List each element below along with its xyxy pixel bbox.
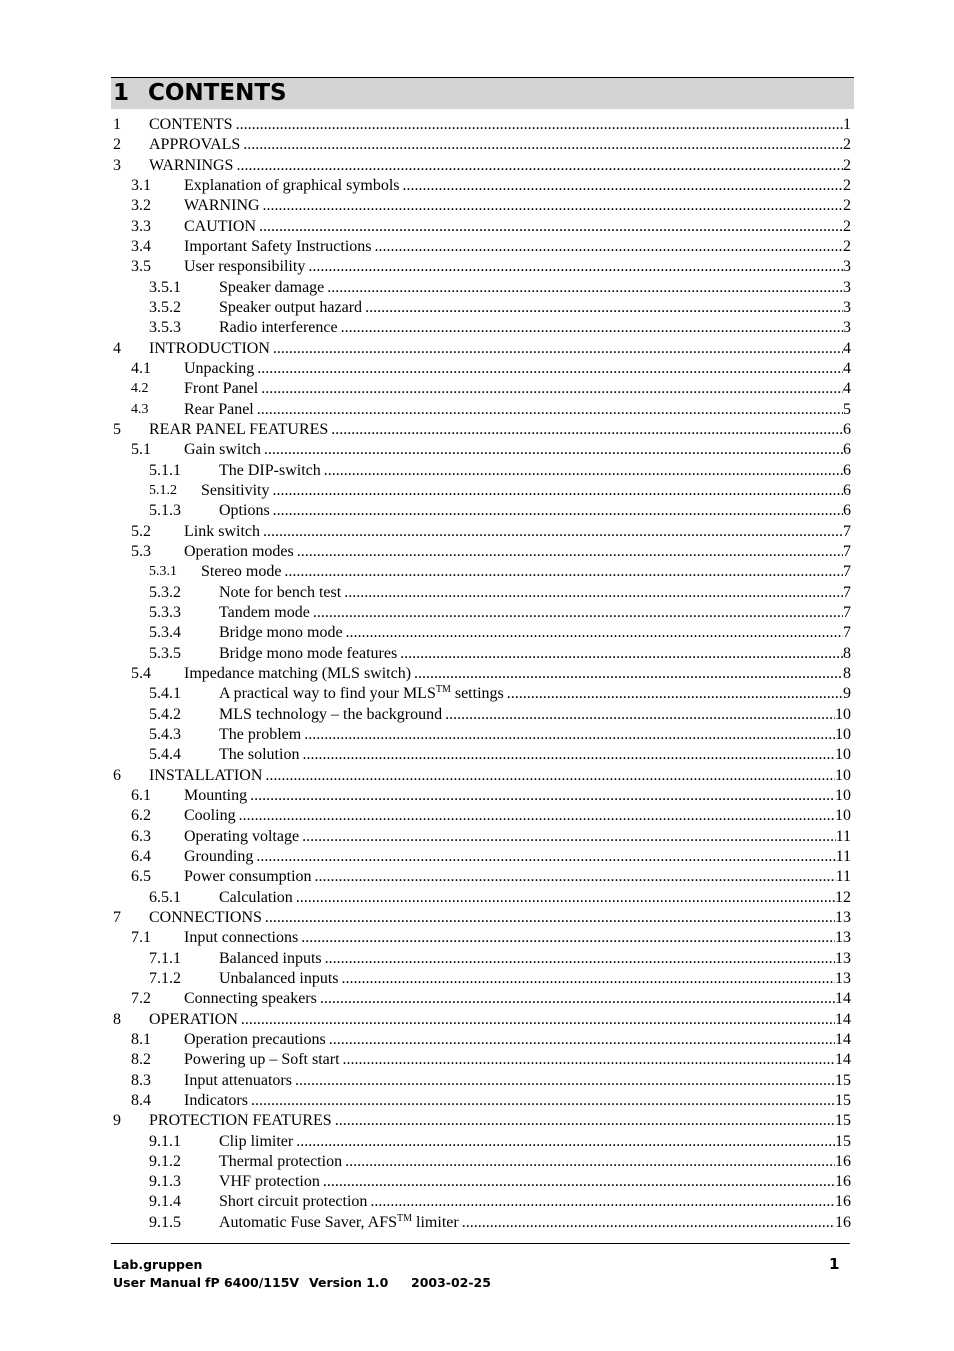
toc-entry-page: 1 xyxy=(843,116,851,133)
toc-entry-title: Unbalanced inputs xyxy=(219,969,339,987)
toc-entry-number: 5.1.1 xyxy=(149,461,181,479)
dot-leader xyxy=(250,786,835,806)
dot-leader xyxy=(335,1111,835,1131)
toc-entry-page: 10 xyxy=(835,705,851,723)
toc-entry-number: 5.1.3 xyxy=(149,502,181,520)
toc-entry-title: Thermal protection xyxy=(219,1152,343,1170)
toc-entry-page: 13 xyxy=(835,949,851,967)
toc-entry[interactable] xyxy=(0,908,954,928)
toc-entry-number: 9.1.5 xyxy=(149,1213,181,1231)
toc-entry-title: REAR PANEL FEATURES xyxy=(149,420,329,438)
toc-entry-number: 8 xyxy=(113,1010,121,1028)
toc-entry-page: 15 xyxy=(835,1091,851,1109)
toc-entry-page: 16 xyxy=(835,1152,851,1170)
dot-leader xyxy=(272,481,843,501)
toc-entry[interactable] xyxy=(0,217,954,237)
dot-leader xyxy=(265,908,835,928)
toc-entry-number: 6.5.1 xyxy=(149,888,181,906)
toc-entry-title: Powering up – Soft start xyxy=(184,1051,340,1069)
dot-leader xyxy=(342,969,835,989)
toc-entry[interactable] xyxy=(0,888,954,908)
toc-entry-page: 2 xyxy=(843,237,851,255)
toc-entry[interactable] xyxy=(0,664,954,684)
dot-leader xyxy=(263,196,843,216)
toc-entry[interactable] xyxy=(0,1132,954,1152)
dot-leader xyxy=(257,400,843,420)
toc-entry-page: 7 xyxy=(843,522,851,540)
toc-entry-page: 3 xyxy=(843,278,851,296)
toc-entry-number: 5.2 xyxy=(131,522,151,540)
dot-leader xyxy=(324,461,843,481)
dot-leader xyxy=(370,1192,835,1212)
toc-entry-title: CONTENTS xyxy=(149,116,233,133)
toc-entry[interactable] xyxy=(0,1192,954,1212)
toc-entry-page: 2 xyxy=(843,217,851,235)
toc-entry[interactable] xyxy=(0,1030,954,1050)
toc-entry-title: INTRODUCTION xyxy=(149,339,270,357)
toc-entry-number: 7.1.2 xyxy=(149,969,181,987)
dot-leader xyxy=(343,1050,835,1070)
toc-entry[interactable] xyxy=(0,522,954,542)
toc-entry[interactable] xyxy=(0,867,954,887)
toc-entry-page: 11 xyxy=(835,847,851,865)
toc-entry-page: 4 xyxy=(843,359,851,377)
dot-leader xyxy=(257,359,843,379)
toc-entry[interactable] xyxy=(0,745,954,765)
toc-entry[interactable] xyxy=(0,1172,954,1192)
toc-entry-number: 9.1.2 xyxy=(149,1152,181,1170)
toc-entry-title: APPROVALS xyxy=(149,136,241,154)
toc-entry[interactable] xyxy=(0,989,954,1009)
toc-entry-page: 2 xyxy=(843,136,851,154)
dot-leader xyxy=(301,928,835,948)
dot-leader xyxy=(302,745,835,765)
toc-entry-number: 5.4.1 xyxy=(149,685,181,703)
toc-entry[interactable] xyxy=(0,196,954,216)
dot-leader xyxy=(400,644,843,664)
dot-leader xyxy=(297,542,843,562)
dot-leader xyxy=(236,156,843,176)
toc-entry[interactable] xyxy=(0,359,954,379)
toc-entry-title: Sensitivity xyxy=(201,481,270,499)
toc-entry[interactable] xyxy=(0,298,954,318)
toc-entry-title: The DIP-switch xyxy=(219,461,321,479)
toc-entry-number: 9.1.1 xyxy=(149,1132,181,1150)
toc-entry-title: Cooling xyxy=(184,807,236,825)
dot-leader xyxy=(462,1213,835,1233)
toc-entry-title: Clip limiter xyxy=(219,1132,294,1150)
dot-leader xyxy=(304,725,835,745)
toc-entry-number: 5.4.3 xyxy=(149,725,181,743)
toc-entry-number: 5.1.2 xyxy=(149,482,177,498)
toc-entry-title: Operating voltage xyxy=(184,827,300,845)
toc-entry-title: WARNINGS xyxy=(149,156,234,174)
dot-leader xyxy=(295,1071,835,1091)
toc-entry[interactable] xyxy=(0,115,954,135)
toc-entry[interactable] xyxy=(0,1111,954,1131)
toc-entry[interactable] xyxy=(0,420,954,440)
toc-entry[interactable] xyxy=(0,542,954,562)
toc-entry-number: 5.3.5 xyxy=(149,644,181,662)
toc-entry-number: 9 xyxy=(113,1112,121,1130)
toc-entry-page: 8 xyxy=(843,644,851,662)
toc-entry[interactable] xyxy=(0,562,954,582)
toc-entry[interactable] xyxy=(0,928,954,948)
toc-entry[interactable] xyxy=(0,1213,954,1233)
toc-entry-number: 6.2 xyxy=(131,807,151,825)
dot-leader xyxy=(296,888,835,908)
toc-entry-number: 8.1 xyxy=(131,1030,151,1048)
toc-entry[interactable] xyxy=(0,257,954,277)
toc-entry-number: 3.5.1 xyxy=(149,278,181,296)
toc-entry-page: 6 xyxy=(843,461,851,479)
toc-entry-number: 8.2 xyxy=(131,1051,151,1069)
toc-entry-number: 5.4.4 xyxy=(149,746,181,764)
toc-entry[interactable] xyxy=(0,583,954,603)
dot-leader xyxy=(308,257,843,277)
toc-entry-title: Input attenuators xyxy=(184,1071,292,1089)
toc-entry[interactable] xyxy=(0,684,954,704)
toc-entry-page: 11 xyxy=(835,827,851,845)
toc-entry[interactable] xyxy=(0,501,954,521)
toc-entry-page: 7 xyxy=(843,624,851,642)
toc-entry-title: Unpacking xyxy=(184,359,255,377)
toc-entry[interactable] xyxy=(0,440,954,460)
toc-entry-number: 3 xyxy=(113,156,121,174)
toc-entry[interactable] xyxy=(0,603,954,623)
toc-entry-title: Speaker output hazard xyxy=(219,298,363,316)
dot-leader xyxy=(323,1172,835,1192)
toc-entry-page: 16 xyxy=(835,1193,851,1211)
toc-entry-page: 14 xyxy=(835,1051,851,1069)
toc-entry-title: Power consumption xyxy=(184,868,312,886)
page-number: 1 xyxy=(829,1255,840,1273)
toc-entry-number: 5.3.1 xyxy=(149,564,177,580)
footer-date: 2003-02-25 xyxy=(411,1275,491,1290)
toc-entry-page: 6 xyxy=(843,502,851,520)
toc-entry-title: Input connections xyxy=(184,929,299,947)
toc-entry-page: 6 xyxy=(843,420,851,438)
toc-entry-number: 3.4 xyxy=(131,237,151,255)
dot-leader xyxy=(296,1132,835,1152)
dot-leader xyxy=(320,989,835,1009)
toc-entry-number: 2 xyxy=(113,136,121,154)
toc-entry-title: PROTECTION FEATURES xyxy=(149,1112,332,1130)
toc-entry[interactable] xyxy=(0,623,954,643)
toc-entry-page: 4 xyxy=(843,339,851,357)
toc-entry-number: 9.1.4 xyxy=(149,1193,181,1211)
toc-entry-title: Tandem mode xyxy=(219,603,310,621)
toc-entry-number: 6.3 xyxy=(131,827,151,845)
toc-entry[interactable] xyxy=(0,725,954,745)
toc-entry[interactable] xyxy=(0,969,954,989)
toc-entry-title: Note for bench test xyxy=(219,583,342,601)
toc-entry-title: User responsibility xyxy=(184,258,306,276)
toc-entry[interactable] xyxy=(0,1091,954,1111)
toc-entry[interactable] xyxy=(0,379,954,399)
toc-entry-number: 4 xyxy=(113,339,121,357)
toc-entry-title: Gain switch xyxy=(184,441,261,459)
toc-entry-page: 6 xyxy=(843,481,851,499)
toc-entry-page: 2 xyxy=(843,176,851,194)
toc-entry-number: 4.2 xyxy=(131,381,149,397)
toc-entry-number: 6 xyxy=(113,766,121,784)
toc-entry[interactable] xyxy=(0,827,954,847)
toc-entry-title: Stereo mode xyxy=(201,563,282,581)
toc-entry-number: 3.1 xyxy=(131,176,151,194)
toc-entry[interactable] xyxy=(0,176,954,196)
toc-entry-number: 7.1.1 xyxy=(149,949,181,967)
toc-entry-number: 1 xyxy=(113,116,121,133)
toc-entry[interactable] xyxy=(0,237,954,257)
toc-entry-title: Link switch xyxy=(184,522,260,540)
toc-entry-title: The solution xyxy=(219,746,300,764)
toc-entry[interactable] xyxy=(0,847,954,867)
dot-leader xyxy=(329,1030,835,1050)
toc-entry-title: Impedance matching (MLS switch) xyxy=(184,664,412,682)
toc-entry-number: 3.5.3 xyxy=(149,319,181,337)
dot-leader xyxy=(239,806,835,826)
toc-entry[interactable] xyxy=(0,1050,954,1070)
toc-entry[interactable] xyxy=(0,156,954,176)
toc-entry-number: 5.3.3 xyxy=(149,603,181,621)
toc-entry-title: Connecting speakers xyxy=(184,990,317,1008)
toc-entry-page: 4 xyxy=(843,380,851,398)
dot-leader xyxy=(313,603,843,623)
toc-entry-title: Front Panel xyxy=(184,380,259,398)
footer-model: fP 6400/115V xyxy=(205,1275,300,1290)
toc-entry-page: 12 xyxy=(835,888,851,906)
toc-entry-title: Automatic Fuse Saver, AFS™ limiter xyxy=(219,1212,459,1231)
dot-leader xyxy=(273,339,843,359)
dot-leader xyxy=(327,278,843,298)
toc-entry-title: Bridge mono mode features xyxy=(219,644,398,662)
dot-leader xyxy=(375,237,843,257)
dot-leader xyxy=(302,827,836,847)
toc-entry-title: INSTALLATION xyxy=(149,766,263,784)
toc-entry-page: 15 xyxy=(835,1071,851,1089)
dot-leader xyxy=(263,522,843,542)
toc-entry-title: VHF protection xyxy=(219,1173,320,1191)
dot-leader xyxy=(341,318,843,338)
toc-entry-number: 5.3.2 xyxy=(149,583,181,601)
toc-entry-title: Short circuit protection xyxy=(219,1193,368,1211)
toc-entry-page: 13 xyxy=(835,969,851,987)
toc-entry-page: 6 xyxy=(843,441,851,459)
toc-entry-title: The problem xyxy=(219,725,302,743)
toc-entry-title: Balanced inputs xyxy=(219,949,322,967)
contents-heading xyxy=(111,77,854,109)
toc-entry-page: 3 xyxy=(843,319,851,337)
dot-leader xyxy=(256,847,835,867)
toc-entry[interactable] xyxy=(0,1071,954,1091)
toc-entry-page: 13 xyxy=(835,929,851,947)
toc-entry[interactable] xyxy=(0,1152,954,1172)
dot-leader xyxy=(284,562,843,582)
toc-entry-number: 5 xyxy=(113,420,121,438)
toc-entry-number: 8.3 xyxy=(131,1071,151,1089)
toc-entry-page: 3 xyxy=(843,298,851,316)
heading-title: CONTENTS xyxy=(148,80,287,106)
toc-entry-title: Indicators xyxy=(184,1091,248,1109)
toc-entry-page: 7 xyxy=(843,603,851,621)
toc-entry-number: 5.1 xyxy=(131,441,151,459)
toc-entry[interactable] xyxy=(0,461,954,481)
toc-entry[interactable] xyxy=(0,339,954,359)
toc-entry-page: 10 xyxy=(835,746,851,764)
toc-entry[interactable] xyxy=(0,135,954,155)
toc-entry-page: 16 xyxy=(835,1173,851,1191)
dot-leader xyxy=(265,766,835,786)
toc-entry[interactable] xyxy=(0,806,954,826)
toc-entry-number: 7.2 xyxy=(131,990,151,1008)
toc-entry-title: Important Safety Instructions xyxy=(184,237,372,255)
dot-leader xyxy=(345,1152,835,1172)
footer-version: Version 1.0 xyxy=(309,1275,389,1290)
toc-entry-page: 7 xyxy=(843,542,851,560)
toc-entry-title: Mounting xyxy=(184,786,248,804)
toc-entry-page: 10 xyxy=(835,766,851,784)
toc-entry-page: 2 xyxy=(843,156,851,174)
trademark-superscript: TM xyxy=(397,1212,413,1224)
dot-leader xyxy=(325,949,835,969)
toc-entry-page: 11 xyxy=(835,868,851,886)
toc-entry-number: 3.3 xyxy=(131,217,151,235)
dot-leader xyxy=(346,623,843,643)
toc-entry[interactable] xyxy=(0,1010,954,1030)
dot-leader xyxy=(445,705,835,725)
toc-entry-page: 2 xyxy=(843,197,851,215)
toc-entry-number: 5.4.2 xyxy=(149,705,181,723)
toc-entry-page: 8 xyxy=(843,664,851,682)
toc-entry[interactable] xyxy=(0,705,954,725)
toc-entry-title: Speaker damage xyxy=(219,278,325,296)
toc-entry-title: CONNECTIONS xyxy=(149,908,262,926)
toc-entry-number: 6.4 xyxy=(131,847,151,865)
toc-entry-title: Rear Panel xyxy=(184,400,254,418)
toc-entry-number: 5.3 xyxy=(131,542,151,560)
dot-leader xyxy=(315,867,836,887)
dot-leader xyxy=(507,684,843,704)
toc-entry[interactable] xyxy=(0,786,954,806)
toc-entry-title: MLS technology – the background xyxy=(219,705,443,723)
toc-entry-title: Bridge mono mode xyxy=(219,624,343,642)
heading-number: 1 xyxy=(113,80,130,106)
toc-entry-title: Operation modes xyxy=(184,542,294,560)
toc-entry-page: 14 xyxy=(835,1010,851,1028)
toc-entry-number: 3.2 xyxy=(131,197,151,215)
toc-entry-page: 10 xyxy=(835,725,851,743)
toc-entry-title: Calculation xyxy=(219,888,293,906)
toc-entry[interactable] xyxy=(0,481,954,501)
toc-entry[interactable] xyxy=(0,644,954,664)
toc-entry-title: A practical way to find your MLS™ settings xyxy=(219,684,504,703)
toc-entry-title: Operation precautions xyxy=(184,1030,326,1048)
toc-entry-page: 5 xyxy=(843,400,851,418)
toc-entry-page: 14 xyxy=(835,1030,851,1048)
dot-leader xyxy=(251,1091,835,1111)
toc-entry-number: 6.1 xyxy=(131,786,151,804)
toc-entry-number: 4.3 xyxy=(131,401,149,417)
toc-entry-number: 9.1.3 xyxy=(149,1173,181,1191)
footer-rule xyxy=(111,1243,850,1244)
toc-entry-title: Radio interference xyxy=(219,319,338,337)
toc-entry-page: 16 xyxy=(835,1213,851,1231)
toc-entry[interactable] xyxy=(0,400,954,420)
toc-entry[interactable] xyxy=(0,766,954,786)
footer-doc-type: User Manual xyxy=(113,1275,201,1290)
dot-leader xyxy=(414,664,843,684)
toc-entry-title: Options xyxy=(219,502,270,520)
toc-entry-title: CAUTION xyxy=(184,217,256,235)
toc-entry-page: 10 xyxy=(835,807,851,825)
footer-brand: Lab.gruppen xyxy=(113,1257,203,1272)
dot-leader xyxy=(241,1010,835,1030)
toc-entry-page: 15 xyxy=(835,1132,851,1150)
toc-entry-page: 9 xyxy=(843,685,851,703)
toc-entry-page: 7 xyxy=(843,583,851,601)
toc-entry-number: 5.4 xyxy=(131,664,151,682)
dot-leader xyxy=(261,379,843,399)
toc-entry-title: Explanation of graphical symbols xyxy=(184,176,400,194)
toc-entry-number: 3.5 xyxy=(131,258,151,276)
trademark-superscript: TM xyxy=(435,684,451,696)
toc-entry-page: 15 xyxy=(835,1112,851,1130)
dot-leader xyxy=(273,501,843,521)
toc-entry-title: OPERATION xyxy=(149,1010,238,1028)
toc-entry-page: 13 xyxy=(835,908,851,926)
toc-entry-number: 7 xyxy=(113,908,121,926)
dot-leader xyxy=(259,217,843,237)
toc-entry-number: 3.5.2 xyxy=(149,298,181,316)
dot-leader xyxy=(403,176,843,196)
toc-entry-number: 4.1 xyxy=(131,359,151,377)
dot-leader xyxy=(365,298,843,318)
toc-entry-page: 14 xyxy=(835,990,851,1008)
toc-entry-page: 10 xyxy=(835,786,851,804)
toc-entry-number: 6.5 xyxy=(131,868,151,886)
toc-entry-page: 7 xyxy=(843,563,851,581)
toc-entry[interactable] xyxy=(0,278,954,298)
toc-entry-title: WARNING xyxy=(184,197,260,215)
toc-entry-number: 5.3.4 xyxy=(149,624,181,642)
dot-leader xyxy=(264,440,843,460)
toc-entry[interactable] xyxy=(0,949,954,969)
toc-entry-page: 3 xyxy=(843,258,851,276)
toc-entry-title: Grounding xyxy=(184,847,254,865)
toc-entry-number: 8.4 xyxy=(131,1091,151,1109)
toc-entry[interactable] xyxy=(0,318,954,338)
dot-leader xyxy=(331,420,843,440)
dot-leader xyxy=(236,115,843,135)
dot-leader xyxy=(243,135,843,155)
dot-leader xyxy=(344,583,843,603)
toc-entry-number: 7.1 xyxy=(131,929,151,947)
